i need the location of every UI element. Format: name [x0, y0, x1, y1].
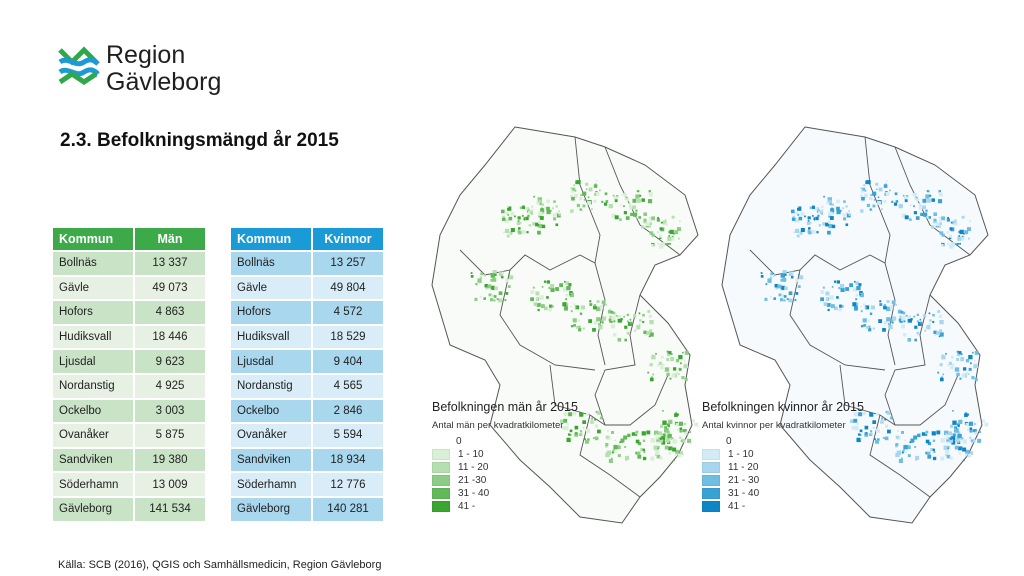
kommun-cell: Bollnäs: [231, 252, 311, 275]
legend-label: 11 - 20: [458, 462, 489, 473]
table-row: [53, 498, 205, 521]
table-row: [53, 400, 205, 423]
population-cell: 13 337: [135, 252, 205, 275]
legend-swatch: [432, 462, 450, 473]
legend-swatch: [702, 462, 720, 473]
logo-waves-icon: [58, 44, 102, 90]
women-population-table: [229, 226, 385, 523]
legend-label: 11 - 20: [728, 462, 759, 473]
table-header-row: [231, 228, 383, 250]
table-row: [231, 375, 383, 398]
table-row: [53, 424, 205, 447]
population-cell: 49 073: [135, 277, 205, 300]
table-row: [231, 277, 383, 300]
legend-men: [432, 400, 578, 513]
population-cell: 9 623: [135, 350, 205, 373]
population-cell: 4 565: [313, 375, 383, 398]
legend-swatch: [702, 437, 718, 446]
column-header-kvinnor: Kvinnor: [313, 228, 383, 250]
column-header-man: Män: [135, 228, 205, 250]
population-cell: 13 009: [135, 473, 205, 496]
legend-item: [432, 461, 578, 474]
table-row: [53, 350, 205, 373]
population-cell: 4 925: [135, 375, 205, 398]
kommun-cell: Ljusdal: [231, 350, 311, 373]
kommun-cell: Söderhamn: [53, 473, 133, 496]
legend-label: 31 - 40: [728, 488, 760, 499]
kommun-cell: Bollnäs: [53, 252, 133, 275]
legend-label: 0: [726, 436, 732, 447]
population-cell: 140 281: [313, 498, 383, 521]
population-cell: 141 534: [135, 498, 205, 521]
legend-swatch: [702, 475, 720, 486]
legend-label: 41 -: [458, 501, 476, 512]
table-row: [53, 473, 205, 496]
population-cell: 18 934: [313, 449, 383, 472]
legend-subtitle: Antal män per kvadratkilometer: [432, 420, 564, 431]
population-cell: 9 404: [313, 350, 383, 373]
population-cell: 5 594: [313, 424, 383, 447]
population-cell: 18 446: [135, 326, 205, 349]
legend-label: 31 - 40: [458, 488, 490, 499]
legend-label: 1 - 10: [728, 449, 754, 460]
column-header-kommun: Kommun: [231, 228, 311, 250]
legend-swatch: [432, 488, 450, 499]
table-row: [231, 400, 383, 423]
logo-line-1: Region: [106, 41, 186, 69]
legend-item: [702, 461, 864, 474]
logo-text: [106, 42, 221, 96]
kommun-cell: Ockelbo: [231, 400, 311, 423]
kommun-cell: Gävle: [231, 277, 311, 300]
table-row: [53, 326, 205, 349]
legend-title: Befolkningen män år 2015: [432, 400, 578, 414]
table-header-row: [53, 228, 205, 250]
population-cell: 2 846: [313, 400, 383, 423]
legend-swatch: [432, 437, 448, 446]
men-population-table: [51, 226, 207, 523]
legend-item: [702, 448, 864, 461]
table-row: [231, 449, 383, 472]
table-row: [53, 449, 205, 472]
kommun-cell: Söderhamn: [231, 473, 311, 496]
legend-item: [702, 487, 864, 500]
population-cell: 49 804: [313, 277, 383, 300]
region-logo: [58, 42, 248, 100]
kommun-cell: Gävleborg: [53, 498, 133, 521]
kommun-cell: Sandviken: [231, 449, 311, 472]
column-header-kommun: Kommun: [53, 228, 133, 250]
population-cell: 4 572: [313, 301, 383, 324]
kommun-cell: Ovanåker: [53, 424, 133, 447]
legend-item: [432, 487, 578, 500]
table-row: [231, 350, 383, 373]
legend-swatch: [432, 475, 450, 486]
kommun-cell: Gävle: [53, 277, 133, 300]
kommun-cell: Gävleborg: [231, 498, 311, 521]
table-row: [53, 277, 205, 300]
legend-item: [432, 448, 578, 461]
legend-subtitle: Antal kvinnor per kvadratkilometer: [702, 420, 846, 431]
kommun-cell: Hofors: [231, 301, 311, 324]
table-row: [231, 326, 383, 349]
population-cell: 12 776: [313, 473, 383, 496]
population-cell: 18 529: [313, 326, 383, 349]
legend-label: 21 - 30: [728, 475, 760, 486]
table-row: [231, 473, 383, 496]
legend-label: 1 - 10: [458, 449, 484, 460]
kommun-cell: Nordanstig: [53, 375, 133, 398]
kommun-cell: Ovanåker: [231, 424, 311, 447]
legend-swatch: [702, 488, 720, 499]
population-cell: 13 257: [313, 252, 383, 275]
legend-item: [702, 500, 864, 513]
legend-swatch: [702, 501, 720, 512]
legend-item: [702, 474, 864, 487]
legend-title: Befolkningen kvinnor år 2015: [702, 400, 864, 414]
table-row: [231, 498, 383, 521]
table-row: [53, 301, 205, 324]
kommun-cell: Ockelbo: [53, 400, 133, 423]
population-cell: 4 863: [135, 301, 205, 324]
population-cell: 5 875: [135, 424, 205, 447]
legend-women: [702, 400, 864, 513]
kommun-cell: Hudiksvall: [53, 326, 133, 349]
legend-item: [702, 435, 864, 448]
legend-swatch: [432, 501, 450, 512]
legend-item: [432, 435, 578, 448]
source-note: Källa: SCB (2016), QGIS och Samhällsmedicin, Region Gävleborg: [58, 559, 382, 571]
legend-swatch: [432, 449, 450, 460]
table-row: [231, 252, 383, 275]
table-row: [53, 375, 205, 398]
table-row: [53, 252, 205, 275]
table-row: [231, 424, 383, 447]
legend-item: [432, 500, 578, 513]
legend-swatch: [702, 449, 720, 460]
population-cell: 19 380: [135, 449, 205, 472]
legend-item: [432, 474, 578, 487]
legend-label: 21 -30: [458, 475, 487, 486]
kommun-cell: Nordanstig: [231, 375, 311, 398]
page-title: 2.3. Befolkningsmängd år 2015: [60, 130, 339, 151]
logo-line-2: Gävleborg: [106, 68, 222, 96]
kommun-cell: Sandviken: [53, 449, 133, 472]
table-row: [231, 301, 383, 324]
kommun-cell: Hofors: [53, 301, 133, 324]
kommun-cell: Hudiksvall: [231, 326, 311, 349]
kommun-cell: Ljusdal: [53, 350, 133, 373]
population-cell: 3 003: [135, 400, 205, 423]
legend-label: 0: [456, 436, 462, 447]
legend-label: 41 -: [728, 501, 746, 512]
